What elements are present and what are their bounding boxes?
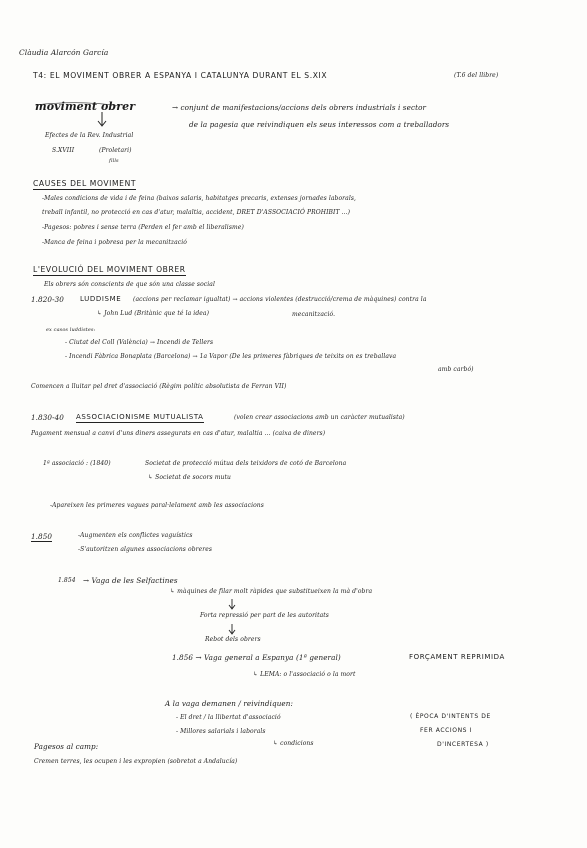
era-note: D'INCERTESA ) (437, 741, 489, 748)
down-arrow-icon (229, 599, 235, 609)
luddism-fight: Comencen a lluitar pel dret d'associació (Règim polític absolutista de Ferran VII) (31, 383, 287, 390)
peasants-heading: Pagesos al camp: (34, 742, 99, 751)
definition-effects: Efectes de la Rev. Industrial (45, 132, 134, 139)
rebellion: Rebot dels obrers (205, 636, 261, 643)
luddism-case: - Ciutat del Coll (València) → Incendi de Tellers (65, 339, 214, 346)
page-title: T4: EL MOVIMENT OBRER A ESPANYA I CATALUNYA DURANT EL S.XIX (33, 71, 328, 80)
luddism-label: LUDDISME (80, 295, 122, 303)
author-name: Clàudia Alarcón García (19, 48, 109, 57)
era-note: FER ACCIONS I (420, 727, 472, 734)
demands-heading: A la vaga demanen / reivindiquen: (165, 699, 294, 708)
general-strike: 1.856 → Vaga general a Espanya (1ª general) (172, 653, 341, 662)
luddism-case: - Incendi Fàbrica Bonaplata (Barcelona) → 1a Vapor (De les primeres fàbriques de teixits on es treballava (65, 353, 397, 360)
y1850-item: -S'autoritzen algunes associacions obreres (78, 546, 213, 553)
era-note: ( ÈPOCA D'INTENTS DE (410, 713, 491, 720)
repression: Forta repressió per part de les autoritats (200, 612, 329, 619)
title-reference: (T.6 del llibre) (454, 72, 499, 79)
repressed-label: FORÇAMENT REPRIMIDA (409, 653, 505, 661)
demand-item: - El dret / la llibertat d'associació (176, 714, 281, 721)
evolution-intro: Els obrers són conscients de que són una classe social (44, 281, 215, 288)
luddism-description: (accions per reclamar igualtat) → accions violentes (destrucció/crema de màquines) contra la (133, 296, 427, 303)
evolution-heading: L'EVOLUCIÓ DEL MOVIMENT OBRER (33, 265, 186, 274)
first-strikes: -Apareixen les primeres vagues paral·lelament amb les associacions (50, 502, 264, 509)
luddism-date: 1.820-30 (31, 295, 64, 304)
selfactines-sub: ↳ màquines de filar molt ràpides que substitueixen la mà d'obra (170, 588, 373, 595)
cause-item: treball infantil, no protecció en cas d'atur, malaltia, accident, DRET D'ASSOCIACIÓ PROHIBIT ...) (42, 209, 351, 216)
definition-century: S.XVIII (52, 147, 75, 154)
luddism-cases-label: ex casos luddistes: (46, 327, 96, 333)
cause-item: -Manca de feina i pobresa per la mecanització (42, 239, 187, 246)
definition-line-2: de la pagesia que reivindiquen els seus interessos com a treballadors (189, 120, 450, 129)
cause-item: -Pagesos: pobres i sense terra (Perden el fer amb el liberalisme) (42, 224, 244, 231)
mutual-description: (volen crear associacions amb un caràcter mutualista) (234, 414, 405, 421)
first-association-label: 1ª associació : (1840) (43, 460, 111, 467)
cause-item: -Males condicions de vida i de feina (baixos salaris, habitatges precaris, extenses jornades laborals, (42, 195, 357, 202)
year-1854: 1.854 (58, 577, 76, 584)
demand-item: ↳ condicions (273, 740, 314, 747)
first-association: Societat de protecció mútua dels teixidors de cotó de Barcelona (145, 460, 347, 467)
definition-proletari: (Proletari) (99, 147, 132, 154)
y1850-item: -Augmenten els conflictes vaguístics (78, 532, 193, 539)
peasants-text: Cremen terres, les ocupen i les expropien (sobretot a Andalucía) (34, 758, 238, 765)
definition-fills: fills (109, 158, 119, 164)
luddism-sub-2: mecanització. (292, 311, 336, 318)
mutual-date: 1.830-40 (31, 413, 64, 422)
strike-motto: ↳ LEMA: o l'associació o la mort (253, 671, 356, 678)
mutual-label: ASSOCIACIONISME MUTUALISTA (76, 413, 204, 421)
selfactines-strike: → Vaga de les Selfactines (83, 576, 178, 585)
demand-item: - Millores salarials i laborals (176, 728, 266, 735)
definition-term: moviment obrer (35, 100, 136, 113)
down-arrow-icon (229, 624, 235, 634)
causes-heading: CAUSES DEL MOVIMENT (33, 179, 137, 188)
year-1850: 1.850 (31, 532, 53, 541)
first-association-sub: ↳ Societat de socors mutu (148, 474, 231, 481)
luddism-case: amb carbó) (438, 366, 474, 373)
mutual-line-2: Pagament mensual a canvi d'uns diners assegurats en cas d'atur, malaltia ... (caixa de diners) (31, 430, 326, 437)
luddism-sub: ↳ John Lud (Britànic que té la idea) (97, 310, 210, 317)
definition-line-1: → conjunt de manifestacions/accions dels obrers industrials i sector (172, 103, 427, 112)
down-arrow-icon (98, 112, 106, 126)
